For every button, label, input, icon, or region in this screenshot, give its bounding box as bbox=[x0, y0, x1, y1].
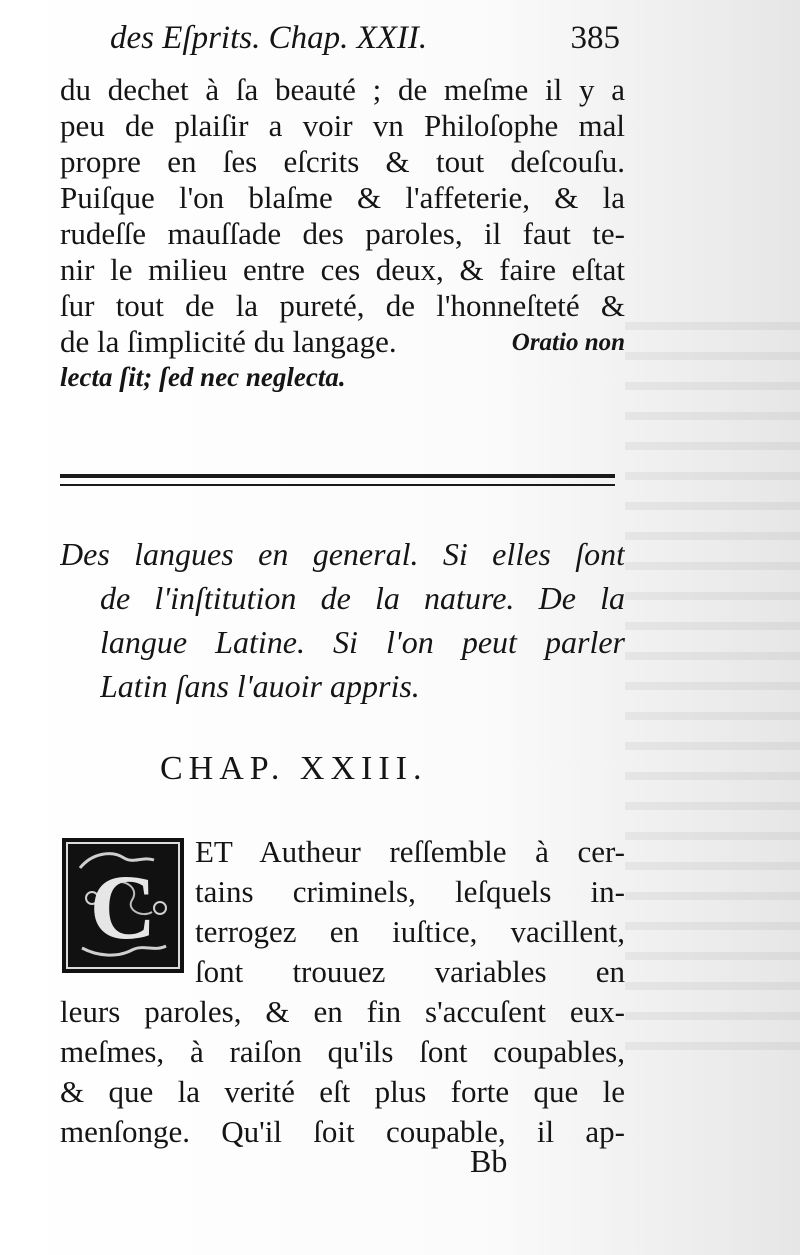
text-line: tains criminels, leſquels in- bbox=[195, 874, 625, 909]
text-line: peu de plaiſir a voir vn Philoſophe mal bbox=[60, 108, 625, 143]
signature-mark: Bb bbox=[470, 1143, 508, 1179]
section-rule-top bbox=[60, 474, 615, 478]
latin-quote-end: lecta ſit; ſed nec neglecta. bbox=[60, 362, 346, 392]
latin-quote-start: Oratio non bbox=[511, 329, 625, 356]
page-number: 385 bbox=[570, 20, 620, 56]
text-line-with-quote bbox=[60, 324, 625, 362]
text-line: leurs paroles, & en fin s'accuſent eux- bbox=[60, 994, 625, 1029]
chapter-heading: CHAP. XXIII. bbox=[160, 750, 428, 787]
summary-line: Des langues en general. Si elles ſont bbox=[60, 536, 625, 572]
text-line: ſont trouuez variables en bbox=[195, 954, 625, 989]
text-line: & que la verité eſt plus forte que le bbox=[60, 1074, 625, 1109]
dropcap-letter: C bbox=[89, 856, 157, 958]
summary-line: Latin ſans l'auoir appris. bbox=[100, 668, 420, 704]
running-head: des Eſprits. Chap. XXII. bbox=[110, 20, 428, 56]
text-line: Puiſque l'on blaſme & l'affeterie, & la bbox=[60, 180, 625, 215]
ornamental-initial-c-icon bbox=[62, 838, 184, 973]
text-line: rudeſſe mauſſade des paroles, il faut te- bbox=[60, 216, 625, 251]
text-line: du dechet à ſa beauté ; de meſme il y a bbox=[60, 72, 625, 107]
section-rule-bottom bbox=[60, 484, 615, 486]
text-line: propre en ſes eſcrits & tout deſcouſu. bbox=[60, 144, 625, 179]
page-header bbox=[110, 20, 620, 68]
text-line: nir le milieu entre ces deux, & faire eſtat bbox=[60, 252, 625, 287]
summary-line: langue Latine. Si l'on peut parler bbox=[100, 624, 625, 660]
text-fragment: de la ſimplicité du langage. bbox=[60, 324, 397, 359]
text-line: ſur tout de la pureté, de l'honneſteté & bbox=[60, 288, 625, 323]
text-line: meſmes, à raiſon qu'ils ſont coupables, bbox=[60, 1034, 625, 1069]
summary-line: de l'inſtitution de la nature. De la bbox=[100, 580, 625, 616]
text-line: terrogez en iuſtice, vacillent, bbox=[195, 914, 625, 949]
text-line: ET Autheur reſſemble à cer- bbox=[195, 834, 625, 869]
show-through-bleed bbox=[625, 300, 800, 1060]
text-line: menſonge. Qu'il ſoit coupable, il ap- bbox=[60, 1114, 625, 1149]
